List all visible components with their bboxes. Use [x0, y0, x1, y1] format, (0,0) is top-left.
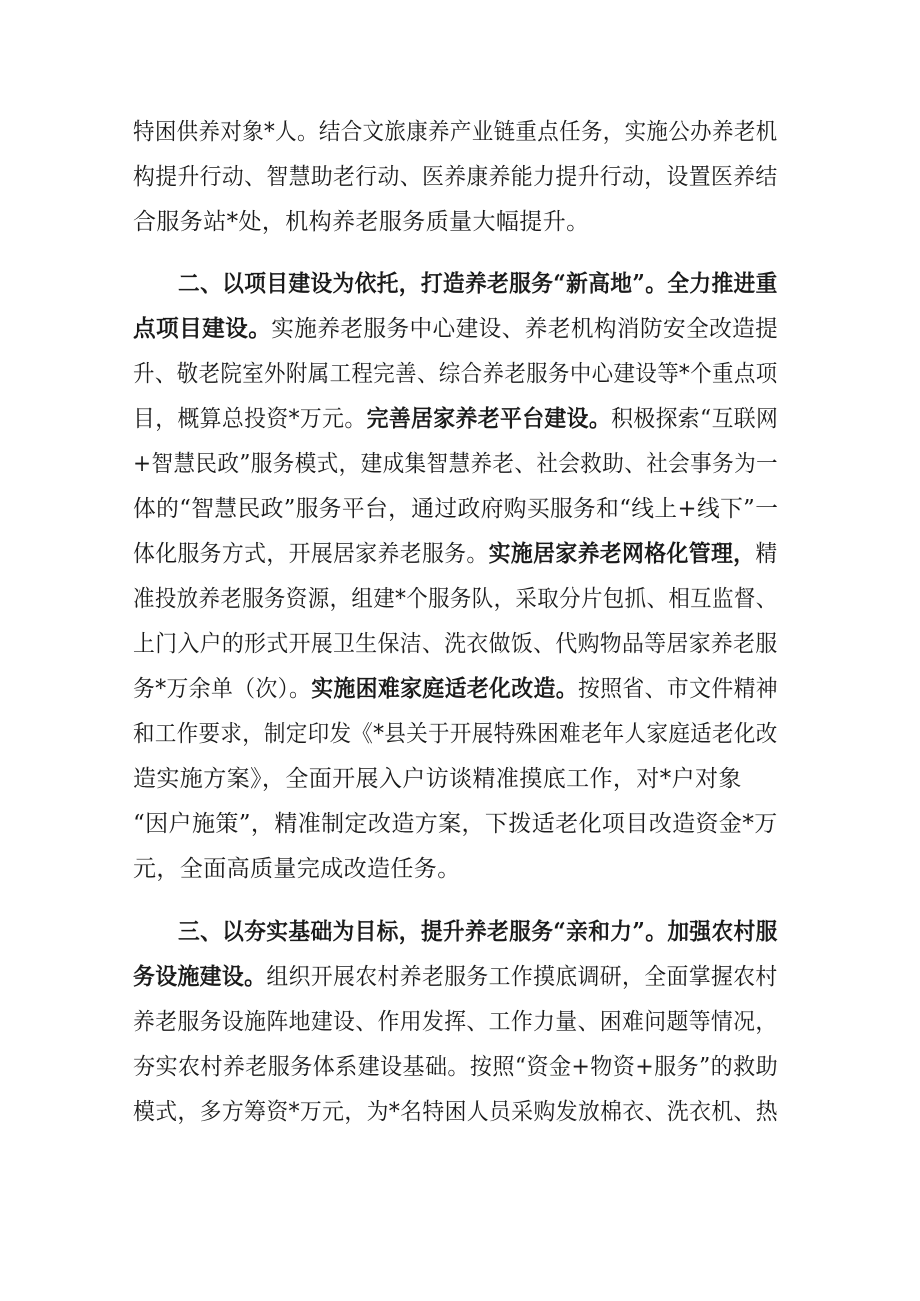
text-line: 夯实农村养老服务体系建设基础。按照“资金+物资+服务”的救助 — [133, 1054, 779, 1080]
text-segment: 务*万余单（次）。 — [133, 676, 312, 702]
text-line: 造实施方案》，全面开展入户访谈精准摸底工作，对*户对象 — [133, 766, 742, 792]
text-line: 构提升行动、智慧助老行动、医养康养能力提升行动，设置医养结 — [133, 164, 778, 190]
text-line: +智慧民政”服务模式，建成集智慧养老、社会救助、社会事务为一 — [133, 451, 779, 477]
section-heading: 三、以夯实基础为目标，提升养老服务“亲和力”。 — [178, 918, 668, 945]
text-line: 和工作要求，制定印发《*县关于开展特殊困难老年人家庭适老化改 — [133, 721, 778, 747]
text-line: 升、敬老院室外附属工程完善、综合养老服务中心建设等*个重点项 — [133, 361, 778, 387]
text-segment: 积极探索“互联网 — [611, 406, 779, 432]
text-segment: 目，概算总投资*万元。 — [133, 406, 367, 432]
subheading: 点项目建设。 — [133, 315, 272, 342]
section-line — [178, 917, 778, 947]
text-line: 合服务站*处，机构养老服务质量大幅提升。 — [133, 209, 590, 235]
text-segment: 按照省、市文件精神 — [577, 676, 779, 702]
text-line: “因户施策”，精准制定改造方案，下拨适老化项目改造资金*万 — [133, 811, 778, 837]
subheading: 务设施建设。 — [133, 963, 267, 990]
text-segment: 组织开展农村养老服务工作摸底调研，全面掌握农村 — [266, 964, 778, 990]
subheading: 实施困难家庭适老化改造。 — [311, 675, 578, 702]
section-line — [178, 269, 778, 299]
text-line: 上门入户的形式开展卫生保洁、洗衣做饭、代购物品等居家养老服 — [133, 631, 778, 657]
text-segment: 实施养老服务中心建设、养老机构消防安全改造提 — [271, 316, 779, 342]
text-line: 特困供养对象*人。结合文旅康养产业链重点任务，实施公办养老机 — [133, 119, 778, 145]
text-line: 准投放养老服务资源，组建*个服务队，采取分片包抓、相互监督、 — [133, 586, 778, 612]
text-line: 元，全面高质量完成改造任务。 — [133, 856, 461, 882]
subheading: 全力推进重 — [667, 270, 778, 297]
text-line — [133, 674, 778, 704]
text-line: 养老服务设施阵地建设、作用发挥、工作力量、困难问题等情况， — [133, 1009, 778, 1035]
subheading: 实施居家养老网格化管理， — [488, 540, 756, 567]
text-segment: 精 — [755, 541, 778, 567]
subheading: 加强农村服 — [667, 918, 778, 945]
text-line: 体的“智慧民政”服务平台，通过政府购买服务和“线上+线下”一 — [133, 496, 779, 522]
text-line: 模式，多方筹资*万元，为*名特困人员采购发放棉衣、洗衣机、热 — [133, 1099, 778, 1125]
text-segment: 体化服务方式，开展居家养老服务。 — [133, 541, 489, 567]
text-line — [133, 314, 778, 344]
text-line — [133, 404, 778, 434]
text-line — [133, 539, 778, 569]
section-heading: 二、以项目建设为依托，打造养老服务“新高地”。 — [178, 270, 668, 297]
text-line — [133, 962, 778, 992]
subheading: 完善居家养老平台建设。 — [366, 405, 612, 432]
